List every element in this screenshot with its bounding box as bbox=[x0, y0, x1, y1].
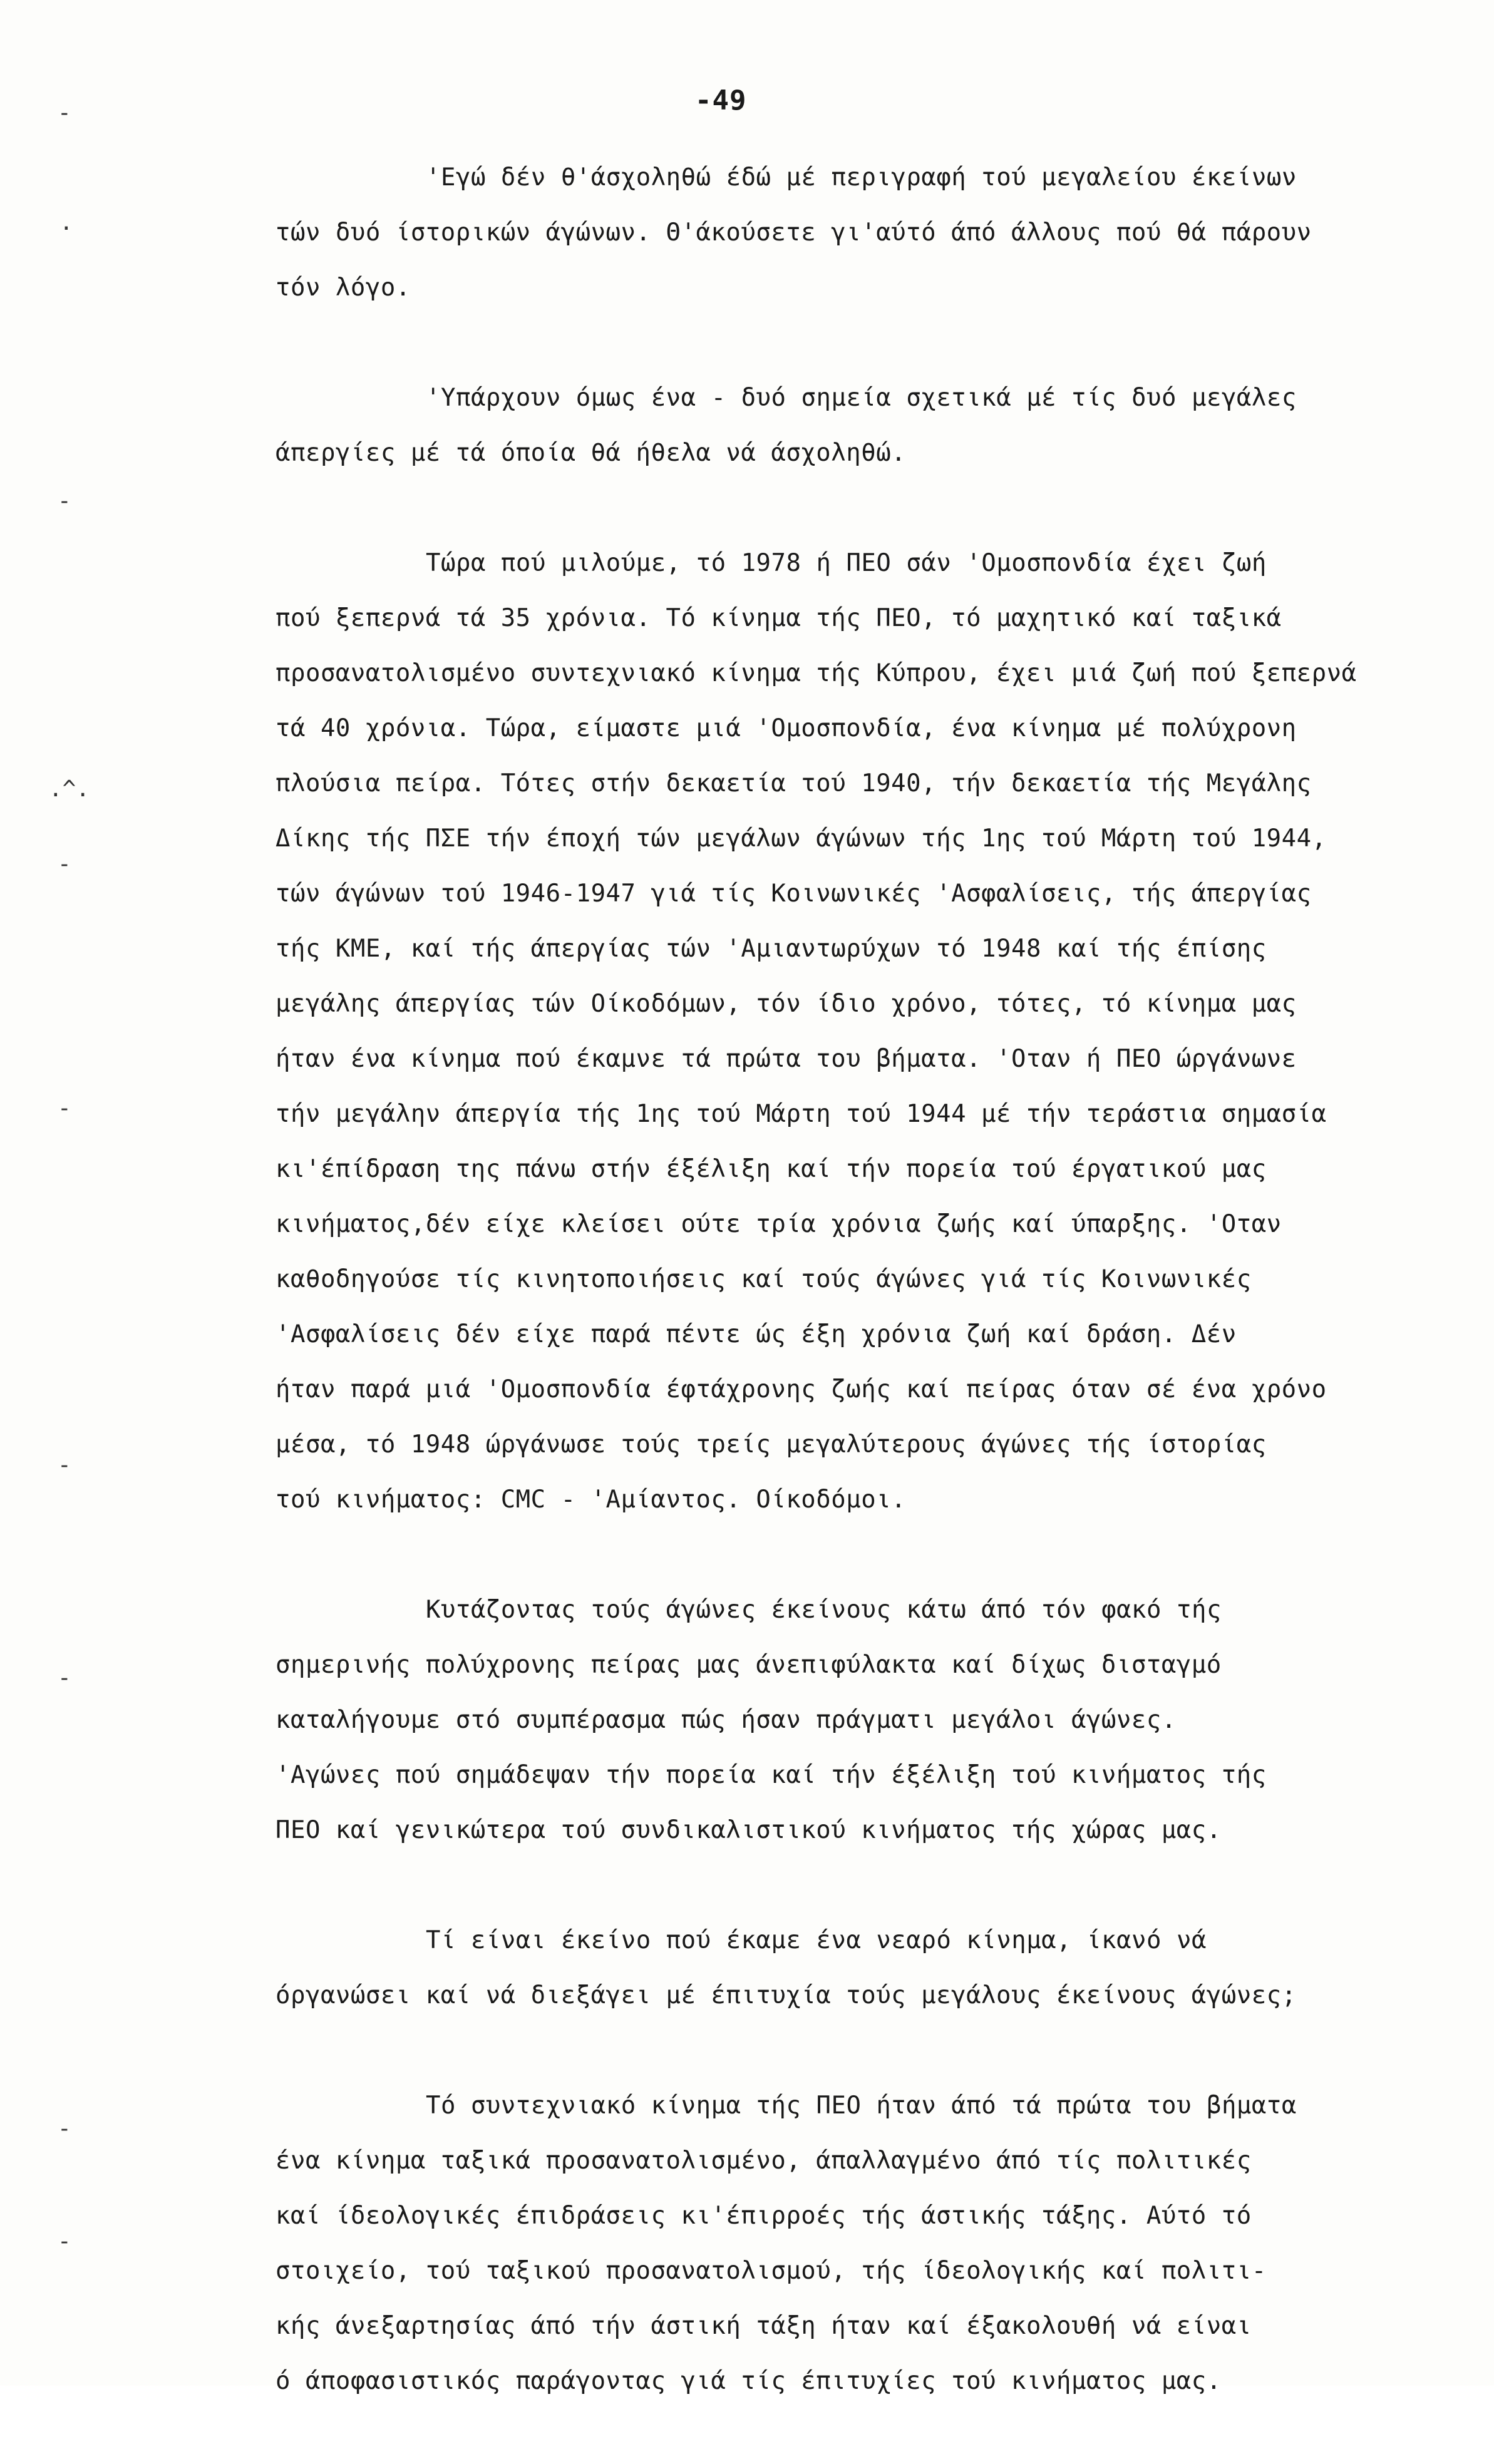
text-line: κινήματος,δέν είχε κλείσει ούτε τρία χρόνια ζωής καί ύπαρξης. 'Οταν bbox=[276, 1210, 1282, 1238]
text-line: 'Ασφαλίσεις δέν είχε παρά πέντε ώς έξη χρόνια ζωή καί δράση. Δέν bbox=[276, 1320, 1237, 1348]
paragraph bbox=[276, 1913, 1378, 2023]
text-line: κής άνεξαρτησίας άπό τήν άστική τάξη ήταν καί έξακολουθή νά είναι bbox=[276, 2312, 1252, 2340]
text-line: ένα κίνημα ταξικά προσανατολισμένο, άπαλλαγμένο άπό τίς πολιτικές bbox=[276, 2147, 1252, 2175]
text-line: 'Υπάρχουν όμως ένα - δυό σημεία σχετικά μέ τίς δυό μεγάλες bbox=[426, 384, 1297, 412]
page-number: -49 bbox=[695, 85, 747, 116]
text-line: 'Αγώνες πού σημάδεψαν τήν πορεία καί τήν έξέλιξη τού κινήματος τής bbox=[276, 1761, 1267, 1789]
margin-mark: - bbox=[58, 851, 71, 877]
text-line: τόν λόγο. bbox=[276, 274, 411, 302]
text-line: όργανώσει καί νά διεξάγει μέ έπιτυχία τούς μεγάλους έκείνους άγώνες; bbox=[276, 1981, 1297, 2010]
text-line: μέσα, τό 1948 ώργάνωσε τούς τρείς μεγαλύτερους άγώνες τής ίστορίας bbox=[276, 1430, 1267, 1459]
text-line: ό άποφασιστικός παράγοντας γιά τίς έπιτυχίες τού κινήματος μας. bbox=[276, 2367, 1222, 2395]
margin-mark: - bbox=[58, 488, 71, 514]
text-line: πλούσια πείρα. Τότες στήν δεκαετία τού 1940, τήν δεκαετία τής Μεγάλης bbox=[276, 769, 1312, 798]
text-line: Κυτάζοντας τούς άγώνες έκείνους κάτω άπό τόν φακό τής bbox=[426, 1596, 1222, 1624]
margin-mark: - bbox=[58, 1096, 71, 1121]
text-line: τών δυό ίστορικών άγώνων. Θ'άκούσετε γι'αύτό άπό άλλους πού θά πάρουν bbox=[276, 218, 1312, 247]
margin-mark: - bbox=[58, 100, 71, 126]
text-line: πού ξεπερνά τά 35 χρόνια. Τό κίνημα τής ΠΕΟ, τό μαχητικό καί ταξικά bbox=[276, 604, 1282, 632]
text-line: Τό συντεχνιακό κίνημα τής ΠΕΟ ήταν άπό τά πρώτα του βήματα bbox=[426, 2092, 1297, 2120]
paragraph bbox=[276, 2078, 1378, 2409]
margin-mark: .^. bbox=[49, 776, 90, 802]
text-line: ήταν παρά μιά 'Ομοσπονδία έφτάχρονης ζωής καί πείρας όταν σέ ένα χρόνο bbox=[276, 1375, 1327, 1404]
text-line: τής ΚΜΕ, καί τής άπεργίας τών 'Αμιαντωρύχων τό 1948 καί τής έπίσης bbox=[276, 935, 1267, 963]
text-line: τά 40 χρόνια. Τώρα, είμαστε μιά 'Ομοσπονδία, ένα κίνημα μέ πολύχρονη bbox=[276, 714, 1297, 742]
text-line: καταλήγουμε στό συμπέρασμα πώς ήσαν πράγματι μεγάλοι άγώνες. bbox=[276, 1706, 1177, 1734]
document-body bbox=[276, 150, 1378, 2464]
text-line: καί ίδεολογικές έπιδράσεις κι'έπιρροές τής άστικής τάξης. Αύτό τό bbox=[276, 2202, 1252, 2230]
paragraph bbox=[276, 536, 1378, 1527]
paragraph bbox=[276, 1583, 1378, 1858]
text-line: σημερινής πολύχρονης πείρας μας άνεπιφύλακτα καί δίχως δισταγμό bbox=[276, 1651, 1222, 1679]
text-line: προσανατολισμένο συντεχνιακό κίνημα τής Κύπρου, έχει μιά ζωή πού ξεπερνά bbox=[276, 659, 1357, 687]
paragraph bbox=[276, 371, 1378, 481]
text-line: ήταν ένα κίνημα πού έκαμνε τά πρώτα του βήματα. 'Οταν ή ΠΕΟ ώργάνωνε bbox=[276, 1045, 1297, 1073]
margin-mark: - bbox=[58, 2116, 71, 2142]
text-line: τού κινήματος: CMC - 'Αμίαντος. Οίκοδόμοι. bbox=[276, 1486, 907, 1514]
text-line: τήν μεγάλην άπεργία τής 1ης τού Μάρτη τού 1944 μέ τήν τεράστια σημασία bbox=[276, 1100, 1327, 1128]
margin-mark: - bbox=[58, 1665, 71, 1691]
margin-mark: - bbox=[58, 2229, 71, 2254]
margin-mark: . bbox=[59, 210, 73, 235]
paragraph bbox=[276, 150, 1378, 316]
text-line: άπεργίες μέ τά όποία θά ήθελα νά άσχοληθώ. bbox=[276, 439, 907, 467]
text-line: 'Εγώ δέν θ'άσχοληθώ έδώ μέ περιγραφή τού μεγαλείου έκείνων bbox=[426, 163, 1297, 192]
text-line: καθοδηγούσε τίς κινητοποιήσεις καί τούς άγώνες γιά τίς Κοινωνικές bbox=[276, 1265, 1252, 1293]
text-line: κι'έπίδραση της πάνω στήν έξέλιξη καί τήν πορεία τού έργατικού μας bbox=[276, 1155, 1267, 1183]
text-line: Δίκης τής ΠΣΕ τήν έποχή τών μεγάλων άγώνων τής 1ης τού Μάρτη τού 1944, bbox=[276, 824, 1327, 853]
text-line: ΠΕΟ καί γενικώτερα τού συνδικαλιστικού κινήματος τής χώρας μας. bbox=[276, 1816, 1222, 1844]
text-line: Τώρα πού μιλούμε, τό 1978 ή ΠΕΟ σάν 'Ομοσπονδία έχει ζωή bbox=[426, 549, 1267, 577]
margin-mark: - bbox=[58, 1452, 71, 1478]
text-line: Τί είναι έκείνο πού έκαμε ένα νεαρό κίνημα, ίκανό νά bbox=[426, 1926, 1207, 1954]
text-line: στοιχείο, τού ταξικού προσανατολισμού, τής ίδεολογικής καί πολιτι- bbox=[276, 2257, 1267, 2285]
text-line: τών άγώνων τού 1946-1947 γιά τίς Κοινωνικές 'Ασφαλίσεις, τής άπεργίας bbox=[276, 880, 1312, 908]
text-line: μεγάλης άπεργίας τών Οίκοδόμων, τόν ίδιο χρόνο, τότες, τό κίνημα μας bbox=[276, 990, 1297, 1018]
